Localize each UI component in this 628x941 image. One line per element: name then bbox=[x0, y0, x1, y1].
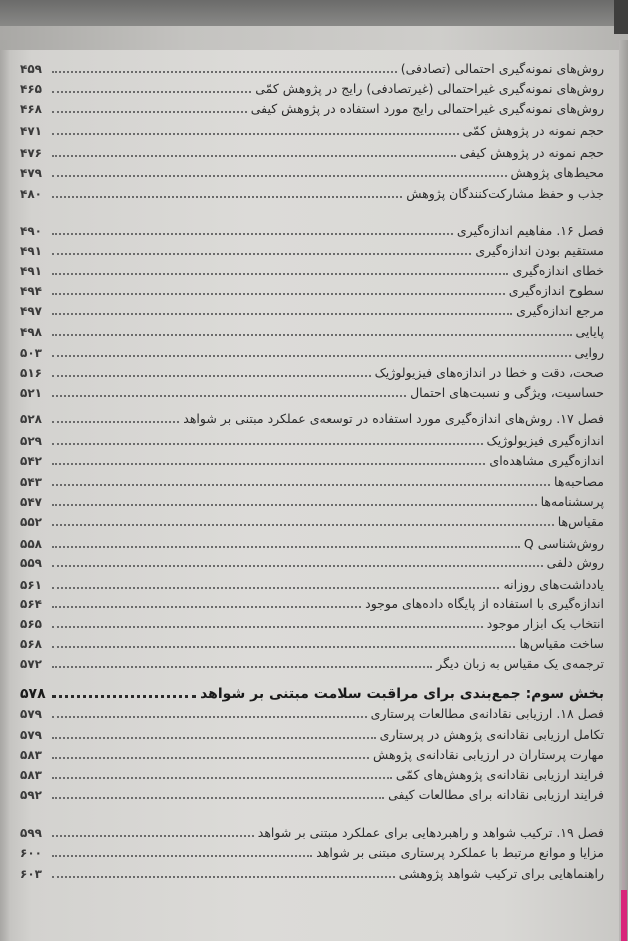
toc-entry-title: فرایند ارزیابی نقادانه‌ی پژوهش‌های کمّی bbox=[395, 767, 604, 782]
dot-leader bbox=[52, 133, 459, 135]
dot-leader bbox=[52, 695, 196, 698]
toc-page-number: ۴۶۸ bbox=[20, 102, 42, 116]
dot-leader bbox=[52, 91, 251, 93]
toc-entry-title: روش‌شناسی Q bbox=[523, 536, 604, 551]
toc-page-number: ۶۰۳ bbox=[20, 867, 42, 881]
toc-row bbox=[20, 724, 604, 744]
toc-row bbox=[20, 280, 604, 300]
toc-entry-title: فصل ۱۶. مفاهیم اندازه‌گیری bbox=[456, 223, 604, 238]
toc-entry-title: حجم نمونه در پژوهش کیفی bbox=[459, 145, 604, 160]
dot-leader bbox=[52, 334, 572, 336]
toc-page-number: ۴۹۱ bbox=[20, 244, 42, 258]
dot-leader bbox=[52, 395, 406, 397]
dot-leader bbox=[52, 777, 392, 779]
dot-leader bbox=[52, 484, 550, 486]
dot-leader bbox=[52, 737, 376, 739]
toc-entry-title: اندازه‌گیری فیزیولوژیک bbox=[486, 433, 604, 448]
toc-page-number: ۵۴۲ bbox=[20, 454, 42, 468]
toc-page-number: ۴۹۷ bbox=[20, 304, 42, 318]
toc-row bbox=[20, 653, 604, 673]
toc-page-number: ۵۷۹ bbox=[20, 728, 42, 742]
toc-row bbox=[20, 183, 604, 203]
dot-leader bbox=[52, 196, 402, 198]
toc-entry-title: جذب و حفظ مشارکت‌کنندگان پژوهش bbox=[406, 186, 604, 201]
dot-leader bbox=[52, 375, 371, 377]
toc-page-number: ۵۷۸ bbox=[20, 686, 46, 702]
dot-leader bbox=[52, 175, 507, 177]
toc-entry-title: محیط‌های پژوهش bbox=[510, 165, 604, 180]
dot-leader bbox=[52, 716, 367, 718]
toc-page-number: ۵۲۱ bbox=[20, 386, 42, 400]
toc-row bbox=[20, 321, 604, 341]
toc-row bbox=[20, 511, 604, 531]
dot-leader bbox=[52, 421, 179, 423]
toc-row bbox=[20, 744, 604, 764]
toc-entry-title: اندازه‌گیری با استفاده از پایگاه داده‌های موجود bbox=[365, 596, 604, 611]
toc-row bbox=[20, 613, 604, 633]
toc-entry-title: پایایی bbox=[575, 324, 604, 339]
toc-row bbox=[20, 552, 604, 572]
toc-chapter-row bbox=[20, 703, 604, 723]
dot-leader bbox=[52, 355, 571, 357]
toc-entry-title: یادداشت‌های روزانه bbox=[503, 577, 604, 592]
dot-leader bbox=[52, 253, 471, 255]
toc-row bbox=[20, 533, 604, 553]
toc-row bbox=[20, 430, 604, 450]
toc-page-number: ۴۹۱ bbox=[20, 264, 42, 278]
toc-page-number: ۵۹۹ bbox=[20, 826, 42, 840]
toc-page-number: ۴۹۸ bbox=[20, 325, 42, 339]
toc-page-number: ۵۴۳ bbox=[20, 475, 42, 489]
toc-entry-title: ساخت مقیاس‌ها bbox=[519, 636, 604, 651]
toc-entry-title: فصل ۱۹. ترکیب شواهد و راهبردهایی برای عملکرد مبتنی بر شواهد bbox=[257, 825, 604, 840]
toc-page-number: ۵۹۲ bbox=[20, 788, 42, 802]
toc-entry-title: صحت، دقت و خطا در اندازه‌های فیزیولوژیک bbox=[374, 365, 604, 380]
toc-page-number: ۵۲۹ bbox=[20, 434, 42, 448]
dot-leader bbox=[52, 546, 520, 548]
toc-page-number: ۴۶۵ bbox=[20, 82, 42, 96]
dot-leader bbox=[52, 626, 483, 628]
dot-leader bbox=[52, 797, 384, 799]
toc-page-number: ۵۶۵ bbox=[20, 617, 42, 631]
toc-row bbox=[20, 300, 604, 320]
toc-page-number: ۴۷۶ bbox=[20, 146, 42, 160]
toc-row bbox=[20, 491, 604, 511]
toc-entry-title: فصل ۱۸. ارزیابی نقادانه‌ی مطالعات پرستاری bbox=[370, 706, 604, 721]
toc-row bbox=[20, 382, 604, 402]
toc-entry-title: مقیاس‌ها bbox=[557, 514, 604, 529]
toc-chapter-row bbox=[20, 220, 604, 240]
toc-page-number: ۶۰۰ bbox=[20, 846, 42, 860]
toc-row bbox=[20, 58, 604, 78]
toc-entry-title: اندازه‌گیری مشاهده‌ای bbox=[489, 453, 604, 468]
toc-entry-title: مرجع اندازه‌گیری bbox=[516, 303, 604, 318]
toc-entry-title: بخش سوم: جمع‌بندی برای مراقبت سلامت مبتنی بر شواهد bbox=[200, 686, 604, 702]
toc-page-number: ۵۲۸ bbox=[20, 412, 42, 426]
toc-entry-title: انتخاب یک ابزار موجود bbox=[486, 616, 604, 631]
toc-page-number: ۵۰۳ bbox=[20, 346, 42, 360]
dot-leader bbox=[52, 273, 508, 275]
toc-page-number: ۵۶۱ bbox=[20, 578, 42, 592]
toc-entry-title: پرسشنامه‌ها bbox=[540, 494, 604, 509]
toc-chapter-row bbox=[20, 408, 604, 428]
toc-entry-title: حساسیت، ویژگی و نسبت‌های احتمال bbox=[410, 385, 604, 400]
corner-shadow bbox=[614, 0, 628, 34]
toc-page-number: ۵۵۲ bbox=[20, 515, 42, 529]
toc-row bbox=[20, 764, 604, 784]
toc-part-row bbox=[20, 683, 604, 703]
dot-leader bbox=[52, 855, 312, 857]
toc-entry-title: راهنماهایی برای ترکیب شواهد پژوهشی bbox=[398, 866, 604, 881]
accent-bar bbox=[621, 890, 627, 941]
toc-page-number: ۴۷۹ bbox=[20, 166, 42, 180]
toc-row bbox=[20, 120, 604, 140]
toc-page-number: ۵۶۸ bbox=[20, 637, 42, 651]
toc-row bbox=[20, 450, 604, 470]
toc-page-number: ۴۷۱ bbox=[20, 124, 42, 138]
toc-row bbox=[20, 240, 604, 260]
toc-row bbox=[20, 574, 604, 594]
toc-page-number: ۵۷۹ bbox=[20, 707, 42, 721]
dot-leader bbox=[52, 757, 369, 759]
dot-leader bbox=[52, 111, 247, 113]
toc-entry-title: روش‌های نمونه‌گیری غیراحتمالی (غیرتصادفی) رایج در پژوهش کمّی bbox=[255, 81, 604, 96]
dot-leader bbox=[52, 646, 515, 648]
toc-page-number: ۵۸۳ bbox=[20, 768, 42, 782]
toc-entry-title: روش دلفی bbox=[546, 555, 604, 570]
dot-leader bbox=[52, 233, 453, 235]
dot-leader bbox=[52, 524, 554, 526]
toc-entry-title: تکامل ارزیابی نقادانه‌ی پژوهش در پرستاری bbox=[379, 727, 604, 742]
dot-leader bbox=[52, 835, 254, 837]
toc-entry-title: مهارت پرستاران در ارزیابی نقادانه‌ی پژوهش bbox=[373, 747, 604, 762]
dot-leader bbox=[52, 155, 456, 157]
toc-page-number: ۴۹۴ bbox=[20, 284, 42, 298]
toc-page-number: ۴۸۰ bbox=[20, 187, 42, 201]
dot-leader bbox=[52, 504, 537, 506]
dot-leader bbox=[52, 666, 432, 668]
toc-row bbox=[20, 98, 604, 118]
toc-row bbox=[20, 142, 604, 162]
toc-entry-title: حجم نمونه در پژوهش کمّی bbox=[462, 123, 604, 138]
toc-page-number: ۴۹۰ bbox=[20, 224, 42, 238]
dot-leader bbox=[52, 463, 485, 465]
toc-entry-title: مصاحبه‌ها bbox=[554, 474, 604, 489]
toc-entry-title: روایی bbox=[574, 345, 604, 360]
toc-entry-title: روش‌های نمونه‌گیری غیراحتمالی رایج مورد استفاده در پژوهش کیفی bbox=[250, 101, 604, 116]
dot-leader bbox=[52, 565, 543, 567]
dot-leader bbox=[52, 587, 499, 589]
toc-row bbox=[20, 842, 604, 862]
toc-page-number: ۵۵۸ bbox=[20, 537, 42, 551]
toc-page-number: ۵۵۹ bbox=[20, 556, 42, 570]
toc-row bbox=[20, 863, 604, 883]
toc-entry-title: روش‌های نمونه‌گیری احتمالی (تصادفی) bbox=[400, 61, 604, 76]
dot-leader bbox=[52, 313, 512, 315]
toc-chapter-row bbox=[20, 822, 604, 842]
toc-entry-title: ترجمه‌ی یک مقیاس به زبان دیگر bbox=[436, 656, 604, 671]
toc-row bbox=[20, 784, 604, 804]
dot-leader bbox=[52, 293, 505, 295]
toc-row bbox=[20, 342, 604, 362]
toc-entry-title: خطای اندازه‌گیری bbox=[512, 263, 604, 278]
toc-entry-title: مستقیم بودن اندازه‌گیری bbox=[475, 243, 604, 258]
page-top-edge bbox=[0, 26, 628, 50]
toc-page-number: ۵۴۷ bbox=[20, 495, 42, 509]
toc-row bbox=[20, 260, 604, 280]
dot-leader bbox=[52, 876, 395, 878]
toc-row bbox=[20, 471, 604, 491]
toc-row bbox=[20, 162, 604, 182]
toc-row bbox=[20, 593, 604, 613]
toc-entry-title: مزایا و موانع مرتبط با عملکرد پرستاری مبتنی بر شواهد bbox=[316, 845, 604, 860]
dot-leader bbox=[52, 71, 397, 73]
dot-leader bbox=[52, 606, 361, 608]
toc-entry-title: فرایند ارزیابی نقادانه برای مطالعات کیفی bbox=[388, 787, 604, 802]
toc-page-number: ۵۶۴ bbox=[20, 597, 42, 611]
toc-page-number: ۵۸۳ bbox=[20, 748, 42, 762]
toc-entry-title: سطوح اندازه‌گیری bbox=[508, 283, 604, 298]
dot-leader bbox=[52, 443, 483, 445]
toc-row bbox=[20, 633, 604, 653]
toc-row bbox=[20, 78, 604, 98]
toc-page-number: ۵۷۲ bbox=[20, 657, 42, 671]
toc-entry-title: فصل ۱۷. روش‌های اندازه‌گیری مورد استفاده در توسعه‌ی عملکرد مبتنی بر شواهد bbox=[183, 411, 604, 426]
toc-page-number: ۴۵۹ bbox=[20, 62, 42, 76]
left-binding-shadow bbox=[0, 40, 10, 941]
page-edge-tint bbox=[622, 50, 625, 890]
toc-row bbox=[20, 362, 604, 382]
toc-page-number: ۵۱۶ bbox=[20, 366, 42, 380]
